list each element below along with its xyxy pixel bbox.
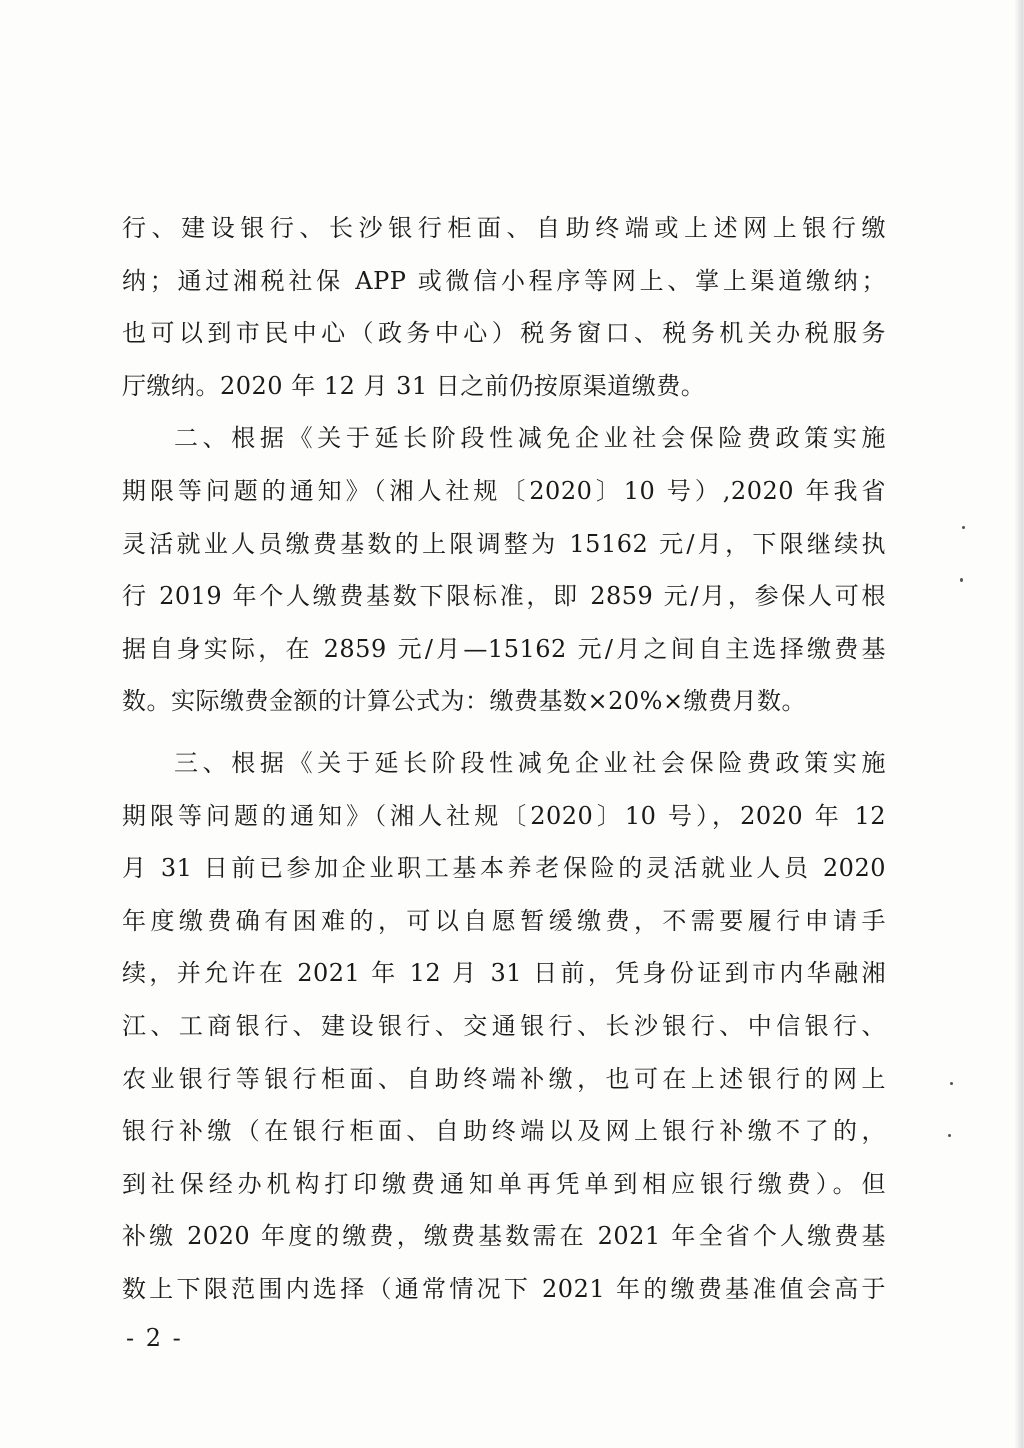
- paragraph-2-line-2: 期限等问题的通知》（湘人社规〔2020〕10 号）,2020 年我省: [122, 476, 886, 505]
- scan-speck: [960, 578, 963, 582]
- paragraph-1-line-3: 也可以到市民中心（政务中心）税务窗口、税务机关办税服务: [122, 319, 886, 348]
- scan-speck: [950, 1082, 953, 1085]
- paragraph-3-line-6: 江、工商银行、建设银行、交通银行、长沙银行、中信银行、: [122, 1011, 886, 1040]
- scan-speck: [948, 1134, 951, 1137]
- paragraph-3-line-5: 续，并允许在 2021 年 12 月 31 日前，凭身份证到市内华融湘: [122, 959, 886, 988]
- scan-edge-shadow: [1015, 0, 1023, 1448]
- paragraph-1-line-2: 纳；通过湘税社保 APP 或微信小程序等网上、掌上渠道缴纳；: [122, 266, 886, 295]
- document-body: [122, 202, 886, 1315]
- paragraph-2-line-1: 二、根据《关于延长阶段性减免企业社会保险费政策实施: [174, 424, 886, 453]
- paragraph-3-line-2: 期限等问题的通知》（湘人社规〔2020〕10 号），2020 年 12: [122, 801, 886, 830]
- paragraph-1-line-4: 厅缴纳。2020 年 12 月 31 日之前仍按原渠道缴费。: [122, 371, 706, 400]
- paragraph-3-line-7: 农业银行等银行柜面、自助终端补缴，也可在上述银行的网上: [122, 1064, 886, 1093]
- paragraph-1-line-1: 行、建设银行、长沙银行柜面、自助终端或上述网上银行缴: [122, 214, 886, 242]
- paragraph-2-line-3: 灵活就业人员缴费基数的上限调整为 15162 元/月，下限继续执: [122, 529, 886, 558]
- paragraph-2-line-5: 据自身实际，在 2859 元/月—15162 元/月之间自主选择缴费基: [122, 634, 886, 663]
- paragraph-2-line-6: 数。实际缴费金额的计算公式为：缴费基数×20%×缴费月数。: [122, 687, 807, 716]
- page-number: - 2 -: [126, 1324, 183, 1352]
- paragraph-3-line-4: 年度缴费确有困难的，可以自愿暂缓缴费，不需要履行申请手: [122, 906, 886, 935]
- scan-speck: [962, 526, 965, 529]
- paragraph-2-line-4: 行 2019 年个人缴费基数下限标准，即 2859 元/月，参保人可根: [122, 582, 886, 611]
- paragraph-3-line-10: 补缴 2020 年度的缴费，缴费基数需在 2021 年全省个人缴费基: [122, 1222, 886, 1251]
- paragraph-3-line-8: 银行补缴（在银行柜面、自助终端以及网上银行补缴不了的，: [122, 1117, 886, 1146]
- paragraph-3-line-9: 到社保经办机构打印缴费通知单再凭单到相应银行缴费）。但: [122, 1169, 886, 1198]
- paragraph-3-line-3: 月 31 日前已参加企业职工基本养老保险的灵活就业人员 2020: [122, 854, 886, 883]
- paragraph-3-line-11: 数上下限范围内选择（通常情况下 2021 年的缴费基准值会高于: [122, 1274, 886, 1303]
- paragraph-3-line-1: 三、根据《关于延长阶段性减免企业社会保险费政策实施: [174, 748, 886, 777]
- paragraph-spacer: [122, 728, 886, 737]
